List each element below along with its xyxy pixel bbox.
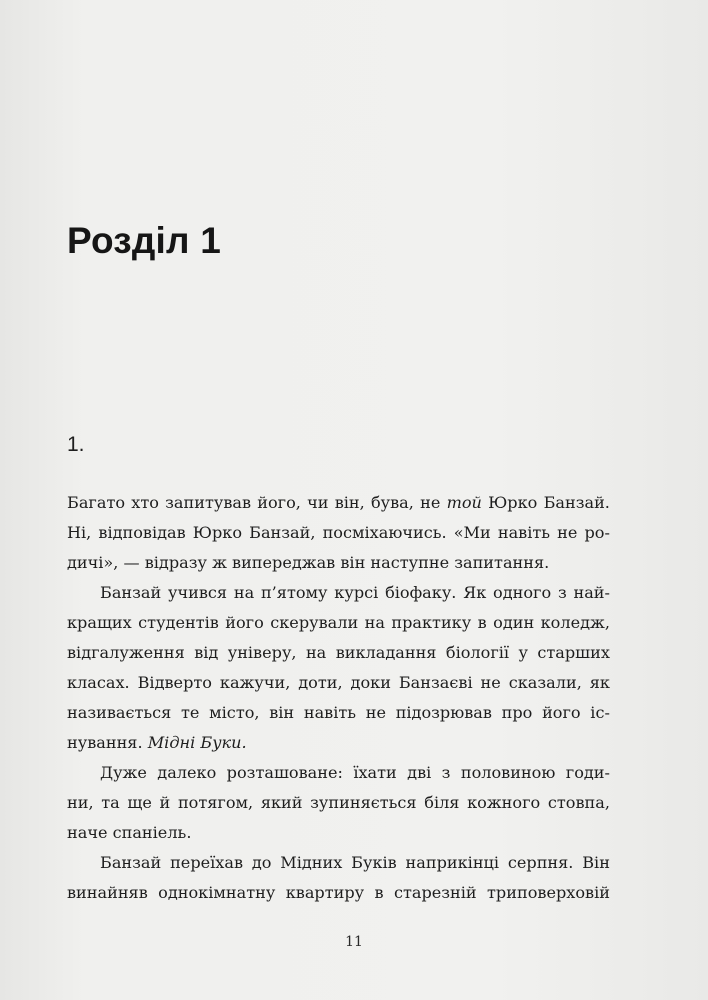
text-line <box>67 638 610 668</box>
text-fragment: дичі», — відразу ж випереджав він наступне запитання. <box>67 553 550 572</box>
text-word: практику <box>391 613 472 632</box>
text-word: його <box>542 703 581 722</box>
text-word: не <box>557 523 578 542</box>
text-word: триповерховій <box>487 883 610 902</box>
text-word: його <box>225 613 264 632</box>
text-word: Юрко <box>488 493 538 512</box>
text-word: студентів <box>138 613 219 632</box>
text-line <box>67 518 610 548</box>
text-word: розташоване: <box>226 763 343 782</box>
text-word: не <box>480 673 501 692</box>
text-line <box>67 488 610 518</box>
text-word: він <box>269 703 295 722</box>
text-line <box>100 578 610 608</box>
text-line <box>67 878 610 908</box>
text-word: іс- <box>590 703 610 722</box>
text-word: класах. <box>67 673 130 692</box>
text-word: одного <box>493 583 552 602</box>
text-word: Банзай. <box>543 493 610 512</box>
text-word: на <box>305 643 327 662</box>
text-word: до <box>251 853 272 872</box>
text-word: скерували <box>270 613 359 632</box>
text-word: місто, <box>209 703 260 722</box>
text-word: доки <box>350 673 391 692</box>
text-word: й <box>159 793 171 812</box>
italic-fragment: Мідні Буки. <box>147 733 247 752</box>
text-word: Мідних <box>280 853 343 872</box>
text-word: універу, <box>227 643 297 662</box>
text-word: старших <box>537 643 610 662</box>
page-number: 11 <box>345 934 363 950</box>
text-word: відповідав <box>98 523 186 542</box>
text-word: бува, <box>370 493 414 512</box>
text-word: половиною <box>460 763 556 782</box>
text-word: кожного <box>467 793 541 812</box>
text-line <box>67 608 610 638</box>
text-word: квартиру <box>285 883 365 902</box>
text-word: винайняв <box>67 883 148 902</box>
text-word: біології <box>445 643 510 662</box>
text-word: годи- <box>565 763 610 782</box>
text-word: учився <box>168 583 228 602</box>
text-word: та <box>101 793 120 812</box>
text-word: Він <box>582 853 610 872</box>
text-word: Відверто <box>137 673 212 692</box>
text-word: переїхав <box>170 853 244 872</box>
text-word: викладання <box>335 643 437 662</box>
text-word: чи <box>307 493 329 512</box>
text-word: Банзаєві <box>398 673 473 692</box>
text-word: Банзай, <box>249 523 316 542</box>
text-word: Юрко <box>192 523 243 542</box>
text-word: не <box>365 703 386 722</box>
text-word: далеко <box>157 763 217 782</box>
text-word: ще <box>127 793 152 812</box>
text-word: стовпа, <box>547 793 610 812</box>
text-word: серпня. <box>507 853 574 872</box>
text-word: їхати <box>353 763 397 782</box>
chapter-title: Розділ 1 <box>67 220 221 261</box>
text-word: Дуже <box>100 763 147 782</box>
text-word: як <box>589 673 610 692</box>
text-word: підозрював <box>395 703 492 722</box>
text-word: потягом, <box>177 793 254 812</box>
text-word: Ні, <box>67 523 92 542</box>
text-line <box>100 848 610 878</box>
text-word: один <box>493 613 535 632</box>
text-fragment: наче спаніель. <box>67 823 192 842</box>
text-word: ро- <box>584 523 610 542</box>
text-word: який <box>260 793 303 812</box>
body-text <box>67 488 610 908</box>
text-word: його, <box>257 493 301 512</box>
text-word: най- <box>573 583 610 602</box>
text-word: Буків <box>351 853 397 872</box>
text-word: відгалуження <box>67 643 185 662</box>
text-word: з <box>557 583 567 602</box>
text-word: про <box>501 703 533 722</box>
text-word: Банзай <box>100 853 162 872</box>
text-word: кажучи, <box>219 673 291 692</box>
text-word: не <box>420 493 441 512</box>
text-word: п’ятому <box>260 583 328 602</box>
text-word: хто <box>131 493 159 512</box>
text-word: Багато <box>67 493 126 512</box>
text-line <box>67 728 610 758</box>
text-word: навіть <box>303 703 357 722</box>
text-word: наприкінці <box>405 853 500 872</box>
text-word: з <box>441 763 451 782</box>
text-word: навіть <box>497 523 551 542</box>
text-word: біофаку. <box>385 583 457 602</box>
text-word: те <box>181 703 200 722</box>
text-word: сказали, <box>508 673 582 692</box>
text-word: в <box>477 613 487 632</box>
text-word: посміхаючись. <box>322 523 447 542</box>
text-word: кращих <box>67 613 132 632</box>
text-word: «Ми <box>453 523 491 542</box>
text-fragment: нування. <box>67 733 143 752</box>
text-word: доти, <box>298 673 343 692</box>
text-word: на <box>233 583 255 602</box>
text-word: зупиняється <box>310 793 417 812</box>
text-word: від <box>194 643 219 662</box>
text-word: Як <box>463 583 487 602</box>
text-line <box>100 758 610 788</box>
text-word: на <box>364 613 385 632</box>
text-line <box>67 668 610 698</box>
italic-word: той <box>446 493 482 512</box>
text-word: старезній <box>393 883 477 902</box>
text-line <box>67 818 610 848</box>
text-line <box>67 548 610 578</box>
text-word: курсі <box>334 583 379 602</box>
text-word: запитував <box>165 493 252 512</box>
section-number: 1. <box>67 433 85 456</box>
text-line <box>67 788 610 818</box>
text-line <box>67 698 610 728</box>
text-word: Банзай <box>100 583 162 602</box>
text-word: дві <box>407 763 432 782</box>
text-word: однокімнатну <box>158 883 276 902</box>
text-word: називається <box>67 703 172 722</box>
text-word: ни, <box>67 793 94 812</box>
text-word: він, <box>334 493 365 512</box>
text-word: коледж, <box>540 613 610 632</box>
text-word: в <box>374 883 384 902</box>
text-word: у <box>518 643 528 662</box>
text-word: біля <box>424 793 460 812</box>
